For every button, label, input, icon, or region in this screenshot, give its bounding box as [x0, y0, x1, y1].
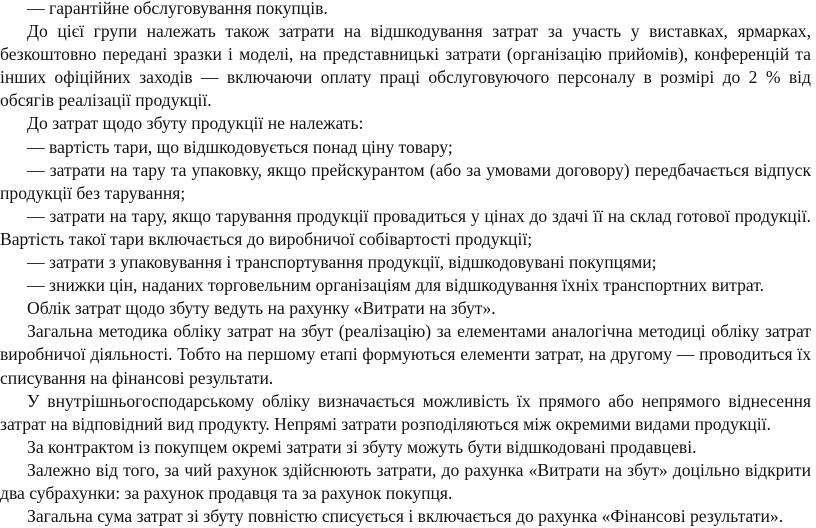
- paragraph-bullet-transport: — затрати з упаковування і транспортування продукції, відшкодовувані покупцями;: [27, 252, 657, 273]
- paragraph-financial-results: Загальна сума затрат зі збуту повністю списується і включається до рахунка «Фінансові результати».: [27, 506, 784, 527]
- paragraph-general-method: Загальна методика обліку затрат на збут (реалізацію) за елементами аналогічна методиці обліку затрат виробничої діяльності. Тобто на першому етапі формуються елементи затрат, на другому — проводиться їх списування на фінансові результати.: [0, 321, 811, 388]
- paragraph-bullet-container-cost: — вартість тари, що відшкодовується понад ціну товару;: [27, 136, 453, 157]
- paragraph-bullet-warranty-service: — гарантійне обслуговування покупців.: [27, 0, 328, 18]
- paragraph-group-costs: До цієї групи належать також затрати на відшкодування затрат за участь у виставках, ярмарках, безкоштовно передані зразки і моделі, на представницькі затрати (організацію прийомів), конференцій та інших офіційних заходів — включаючи оплату праці обслуговуючого персоналу в розмірі до 2 % від обсягів реалізації продукції.: [0, 21, 811, 111]
- paragraph-bullet-packing-in-price: — затрати на тару, якщо тарування продукції провадиться у цінах до здачі її на склад готової продукції. Вартість такої тари включається до виробничої собівартості продукції;: [0, 205, 811, 249]
- paragraph-contract-compensation: За контрактом із покупцем окремі затрати зі збуту можуть бути відшкодовані продавцеві.: [27, 436, 697, 457]
- paragraph-excluded-intro: До затрат щодо збуту продукції не належать:: [27, 113, 364, 134]
- paragraph-bullet-packaging: — затрати на тару та упаковку, якщо прейскурантом (або за умовами договору) передбачається відпуск продукції без тарування;: [0, 159, 811, 203]
- paragraph-subaccounts: Залежно від того, за чий рахунок здійснюють затрати, до рахунка «Витрати на збут» доцільно відкрити два субрахунки: за рахунок продавця та за рахунок покупця.: [0, 459, 811, 503]
- paragraph-account-sales-costs: Облік затрат щодо збуту ведуть на рахунку «Витрати на збут».: [27, 298, 496, 319]
- paragraph-bullet-discounts: — знижки цін, наданих торговельним організаціям для відшкодування їхніх транспортних витрат.: [27, 275, 764, 296]
- paragraph-internal-accounting: У внутрішньогосподарському обліку визначається можливість їх прямого або непрямого віднесення затрат на відповідний вид продукту. Непрямі затрати розподіляються між окремими видами продукції.: [0, 390, 811, 434]
